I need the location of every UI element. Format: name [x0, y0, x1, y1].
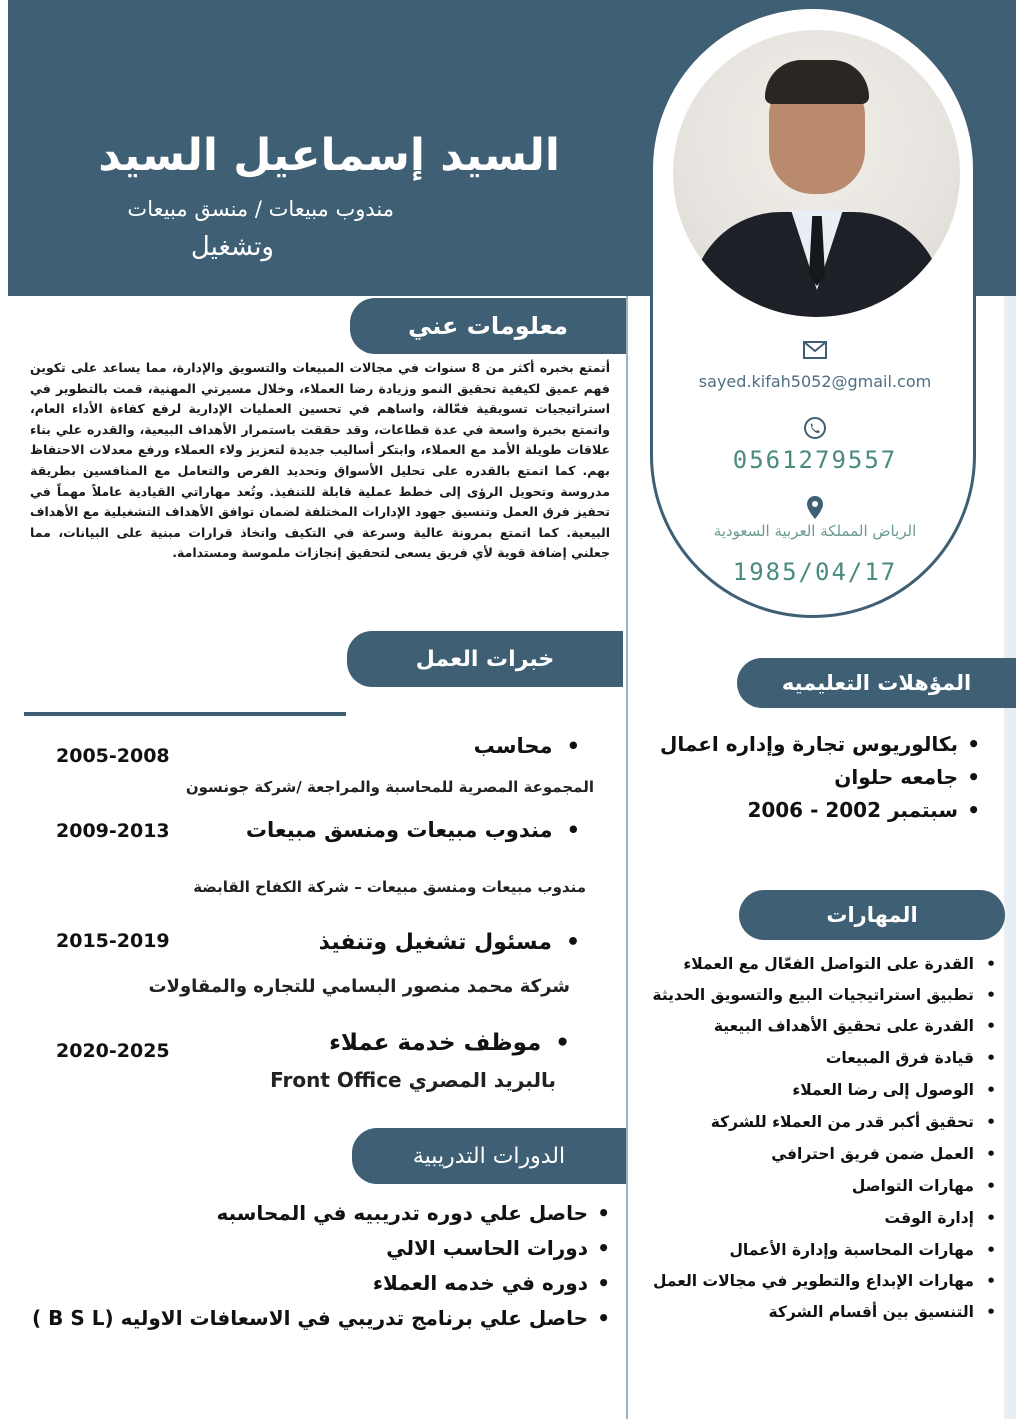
list-item: • جامعه حلوان: [640, 761, 980, 794]
job-title-line-1: مندوب مبيعات / منسق مبيعات: [127, 197, 394, 221]
about-text: أتمتع بخبره أكثر من 8 سنوات في مجالات المبيعات والتسويق والإدارة، مما يساعد على تكوين فهم عميق لكيفية تحقيق النمو وزيادة رضا العملاء، وخلال مسيرتي المهنية، قمت بالتطوير في استراتيجيات تسويقية فعّالة، واساهم في تحسين العمليات الإدارية لرفع كفاءة الأداء العام، واتمتع بخبرة واسعة في عدة قطاعات، وقد حققت باستمرار الأهداف البيعية، والقدره علي بناء علاقات طويلة الأمد مع العملاء، وابتكر أساليب جديدة لتعزيز ولاء العملاء ورفع معدلات الاحتفاظ بهم. كما اتمتع بالقدره على تحليل الأسواق وتحديد الفرص والتعامل مع المنافسين بطريقة مدروسة وتحويل الرؤى إلى خطط عملية قابلة للتنفيذ. وتُعد مهاراتي القيادية عاملاً مهماً في تحفيز فرق العمل وتنسيق جهود الإدارات المختلفة لضمان توافق الأهداف التشغيلية مع الأهداف البيعية. كما اتمتع بمرونة عالية وسرعة في التكيف واتخاذ قرارات مبنية على البيانات، مما جعلني إضافة قوية لأي فريق يسعى لتحقيق إنجازات ملموسة ومستدامة.: [30, 360, 610, 561]
phone-number[interactable]: 0561279557: [732, 446, 898, 474]
list-item: • قيادة فرق المبيعات: [640, 1042, 996, 1074]
list-item: • بكالوريوس تجارة وإداره اعمال: [640, 728, 980, 761]
experience-title-2: •مندوب مبيعات ومنسق مبيعات: [245, 818, 580, 842]
skills-list: [640, 948, 996, 1328]
list-item: • التنسيق بين أقسام الشركة: [640, 1296, 996, 1328]
bullet-icon: •: [555, 1030, 570, 1056]
experience-heading: خبرات العمل: [347, 631, 623, 687]
experience-company-1: المجموعة المصرية للمحاسبة والمراجعة /شركة جونسون: [185, 778, 594, 796]
list-item: • مهارات التواصل: [640, 1170, 996, 1202]
experience-years-2: 2009-2013: [56, 820, 170, 842]
list-item: • مهارات المحاسبة وإدارة الأعمال: [640, 1234, 996, 1266]
experience-company-3: شركة محمد منصور البسامي للتجاره والمقاولات: [148, 976, 570, 997]
list-item: • تحقيق أكبر قدر من العملاء للشركة: [640, 1106, 996, 1138]
photo-hair: [765, 60, 869, 104]
job-title: [16, 190, 394, 266]
about-heading: معلومات عني: [350, 298, 626, 354]
skills-heading: المهارات: [739, 890, 1005, 940]
experience-company-2: مندوب مبيعات ومنسق مبيعات – شركة الكفاح القابضة: [193, 878, 586, 896]
birth-date: 1985/04/17: [732, 558, 898, 586]
bullet-icon: •: [566, 818, 580, 842]
email-address[interactable]: sayed.kifah5052@gmail.com: [698, 372, 932, 391]
right-strip: [1004, 296, 1016, 1419]
experience-title-3: •مسئول تشغيل وتنفيذ: [318, 930, 580, 955]
experience-underline: [24, 712, 346, 716]
experience-title-1: •محاسب: [473, 734, 580, 758]
location-pin-icon: [795, 496, 835, 525]
experience-title-4: •موظف خدمة عملاء: [329, 1030, 570, 1056]
phone-icon: [795, 416, 835, 445]
list-item: • تطبيق استراتيجيات البيع والتسويق الحديثة: [640, 980, 996, 1010]
experience-years-1: 2005-2008: [56, 745, 170, 767]
bullet-icon: •: [566, 734, 580, 758]
profile-photo: [673, 30, 960, 317]
list-item: • دورات الحاسب الالي: [20, 1231, 610, 1266]
experience-years-3: 2015-2019: [56, 930, 170, 952]
experience-company-4: بالبريد المصري Front Office: [270, 1068, 556, 1092]
person-name: السيد إسماعيل السيد: [98, 130, 560, 181]
list-item: • حاصل علي برنامج تدريبي في الاسعافات الاوليه (B S L ): [20, 1301, 610, 1336]
envelope-icon: [795, 340, 835, 364]
list-item: • الوصول إلى رضا العملاء: [640, 1074, 996, 1106]
list-item: • دوره في خدمه العملاء: [20, 1266, 610, 1301]
column-divider: [626, 296, 628, 1419]
courses-list: [20, 1196, 610, 1336]
location-text: الرياض المملكة العربية السعودية: [713, 522, 917, 540]
job-title-line-2: وتشغيل: [190, 232, 274, 262]
list-item: • إدارة الوقت: [640, 1202, 996, 1234]
experience-years-4: 2020-2025: [56, 1040, 170, 1062]
list-item: • القدرة على تحقيق الأهداف البيعية: [640, 1010, 996, 1042]
education-heading: المؤهلات التعليميه: [737, 658, 1016, 708]
list-item: • القدرة على التواصل الفعّال مع العملاء: [640, 948, 996, 980]
list-item: • العمل ضمن فريق احترافي: [640, 1138, 996, 1170]
list-item: • حاصل علي دوره تدريبيه في المحاسبه: [20, 1196, 610, 1231]
bullet-icon: •: [565, 930, 580, 955]
list-item: • سبتمبر 2002 - 2006: [640, 794, 980, 827]
education-list: [640, 728, 980, 827]
courses-heading: الدورات التدريبية: [352, 1128, 626, 1184]
list-item: • مهارات الإبداع والتطوير في مجالات العمل: [640, 1266, 996, 1296]
